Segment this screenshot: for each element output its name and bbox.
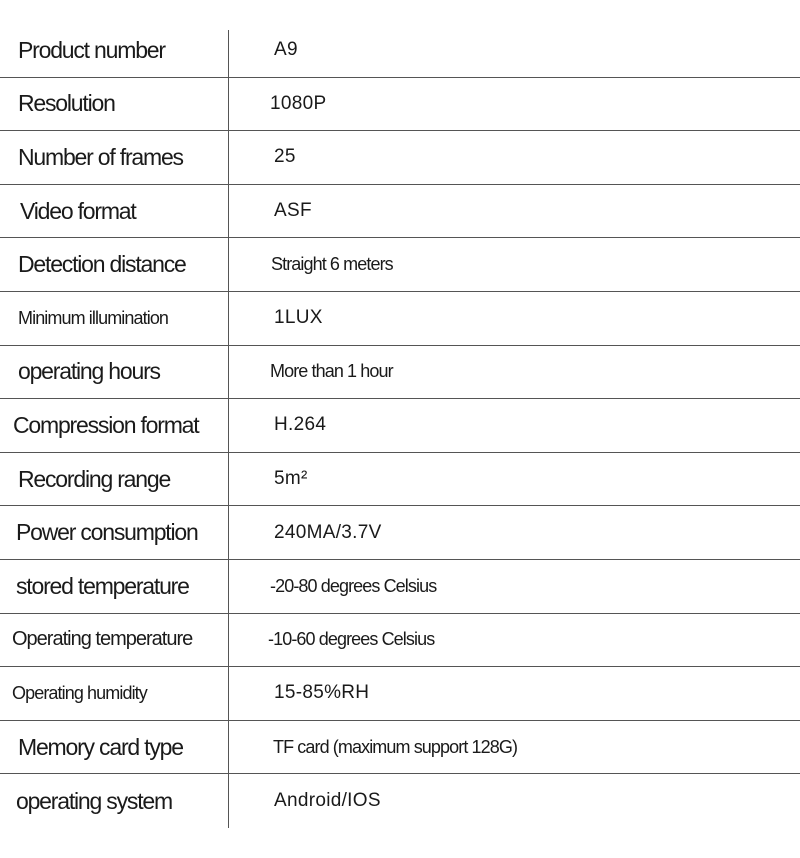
spec-label: operating system [16,787,172,814]
spec-row-minimum-illumination [0,292,800,346]
spec-row-power-consumption [0,506,800,560]
spec-value: H.264 [274,414,327,436]
spec-label: Operating humidity [12,682,147,703]
spec-value: 5m² [274,468,308,490]
spec-value: ASF [274,200,312,222]
spec-label: Resolution [18,90,115,117]
spec-value: 1LUX [274,307,323,329]
spec-label: Memory card type [18,733,183,760]
spec-row-recording-range [0,453,800,507]
spec-row-number-of-frames [0,131,800,185]
spec-row-video-format [0,185,800,239]
spec-row-stored-temperature [0,560,800,614]
spec-label: Minimum illumination [18,307,169,328]
spec-label: Detection distance [18,251,186,278]
spec-value: -20-80 degrees Celsius [270,575,437,596]
spec-row-resolution [0,78,800,132]
spec-value: 240MA/3.7V [274,521,382,543]
spec-value: Straight 6 meters [271,254,393,275]
spec-value: More than 1 hour [270,361,393,382]
spec-label: Number of frames [18,143,183,170]
spec-value: A9 [274,39,298,61]
spec-row-detection-distance [0,238,800,292]
spec-label: Compression format [13,411,199,438]
spec-value: 1080P [270,92,327,114]
spec-label: Video format [20,197,136,224]
spec-row-product-number [0,24,800,78]
spec-row-memory-card-type [0,721,800,775]
spec-label: Operating temperature [12,628,193,651]
spec-label: Recording range [18,465,171,492]
spec-row-compression-format [0,399,800,453]
spec-label: Power consumption [16,519,198,546]
spec-row-operating-humidity [0,667,800,721]
spec-row-operating-temperature [0,614,800,668]
spec-label: Product number [18,36,165,63]
spec-value: Android/IOS [274,790,381,812]
spec-value: TF card (maximum support 128G) [273,736,518,757]
spec-label: stored temperature [16,572,189,599]
spec-row-operating-system [0,774,800,828]
spec-value: 15-85%RH [274,682,370,704]
spec-row-operating-hours [0,346,800,400]
spec-value: -10-60 degrees Celsius [268,629,435,650]
spec-value: 25 [274,146,296,168]
spec-table [0,24,800,828]
spec-label: operating hours [18,358,160,385]
